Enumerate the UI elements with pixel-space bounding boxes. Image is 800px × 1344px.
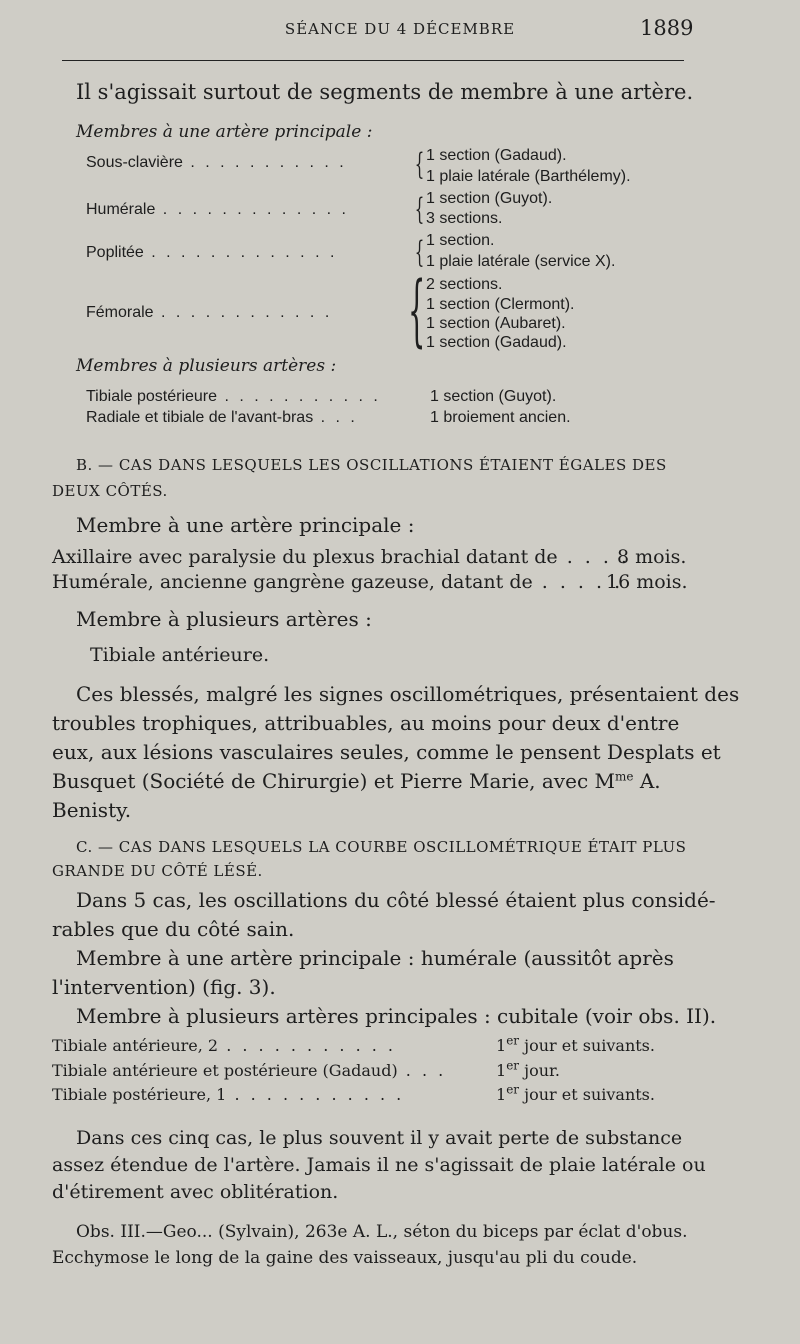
paragraph-line: l'intervention) (fig. 3). bbox=[52, 975, 276, 999]
row-value: 1 section (Clermont). bbox=[426, 296, 575, 313]
header-rule bbox=[62, 60, 684, 61]
paragraph-line: assez étendue de l'artère. Jamais il ne s'agissait de plaie latérale ou bbox=[52, 1154, 706, 1176]
list-item: Tibiale antérieure. bbox=[90, 644, 270, 666]
lead-sentence: Il s'agissait surtout de segments de membre à une artère. bbox=[76, 80, 694, 104]
paragraph-line: Benisty. bbox=[52, 798, 132, 822]
row-value: 1er jour et suivants. bbox=[496, 1033, 655, 1055]
paragraph-line: Busquet (Société de Chirurgie) et Pierre Marie, avec $M^{me}$ A. bbox=[52, 769, 661, 793]
row-name: Humérale . . . . . . . . . . . . . bbox=[86, 201, 349, 218]
row-value: 1 plaie latérale (service X). bbox=[426, 253, 616, 270]
paragraph-line: Membre à plusieurs artères principales : cubitale (voir obs. II). bbox=[76, 1004, 717, 1028]
row-value: 1 section (Gadaud). bbox=[426, 147, 567, 164]
row-value: 1 section (Gadaud). bbox=[426, 334, 567, 351]
closing-paragraph bbox=[52, 1125, 706, 1206]
brace-icon: { bbox=[414, 147, 425, 182]
row-name: Radiale et tibiale de l'avant-bras . . . bbox=[86, 409, 358, 426]
brace-icon: { bbox=[408, 266, 426, 356]
row-value: 1er jour. bbox=[496, 1058, 560, 1080]
paragraph-line: Dans ces cinq cas, le plus souvent il y avait perte de substance bbox=[76, 1127, 683, 1149]
row-name: Sous-clavière . . . . . . . . . . . bbox=[86, 154, 347, 171]
observation-line: Ecchymose le long de la gaine des vaisseaux, jusqu'au pli du coude. bbox=[52, 1248, 638, 1268]
row-name: Humérale, ancienne gangrène gazeuse, datant de . . . . . bbox=[52, 571, 624, 593]
paragraph-line: d'étirement avec oblitération. bbox=[52, 1181, 339, 1203]
paragraph-line: Dans 5 cas, les oscillations du côté blessé étaient plus considé- bbox=[76, 888, 716, 912]
row-name: Fémorale . . . . . . . . . . . . bbox=[86, 304, 333, 321]
row-value: 1 section. bbox=[426, 232, 495, 249]
paragraph-line: eux, aux lésions vasculaires seules, comme le pensent Desplats et bbox=[52, 740, 721, 764]
paragraph-line: Membre à une artère principale : humérale (aussitôt après bbox=[76, 946, 674, 970]
section-b-heading-cont: DEUX CÔTÉS. bbox=[52, 482, 168, 500]
paragraph-line: troubles trophiques, attribuables, au moins pour deux d'entre bbox=[52, 711, 680, 735]
paragraph-line: Ces blessés, malgré les signes oscillométriques, présentaient des bbox=[76, 682, 740, 706]
row-value: 16 mois. bbox=[606, 571, 688, 593]
row-value: 1 section (Aubaret). bbox=[426, 315, 566, 332]
section-c-paragraph bbox=[52, 886, 717, 1031]
section-b-paragraph bbox=[52, 680, 740, 825]
paragraph-line: rables que du côté sain. bbox=[52, 917, 295, 941]
page-number: 1889 bbox=[640, 16, 694, 40]
section-b-heading: B. — CAS DANS LESQUELS LES OSCILLATIONS ÉTAIENT ÉGALES DES bbox=[76, 456, 667, 474]
row-name: Tibiale postérieure, 1 . . . . . . . . . . . bbox=[52, 1085, 405, 1104]
subtitle-multi-artery: Membre à plusieurs artères : bbox=[76, 607, 372, 631]
subtitle-one-artery: Membres à une artère principale : bbox=[76, 122, 373, 142]
row-value: 1 plaie latérale (Barthélemy). bbox=[426, 168, 631, 185]
section-c-heading-cont: GRANDE DU CÔTÉ LÉSÉ. bbox=[52, 862, 263, 880]
row-value: 2 sections. bbox=[426, 276, 503, 293]
row-value: 8 mois. bbox=[617, 546, 687, 568]
row-value: 1 section (Guyot). bbox=[426, 190, 553, 207]
row-name: Tibiale antérieure et postérieure (Gadaud) . . . bbox=[52, 1061, 447, 1080]
subtitle-one-artery: Membre à une artère principale : bbox=[76, 513, 415, 537]
row-name: Tibiale postérieure . . . . . . . . . . . bbox=[86, 388, 381, 405]
subtitle-multi-artery: Membres à plusieurs artères : bbox=[76, 356, 337, 376]
observation-line: Obs. III.—Geo... (Sylvain), 263e A. L., séton du biceps par éclat d'obus. bbox=[76, 1222, 688, 1242]
running-header: SÉANCE DU 4 DÉCEMBRE bbox=[284, 20, 516, 38]
section-c-heading: C. — CAS DANS LESQUELS LA COURBE OSCILLOMÉTRIQUE ÉTAIT PLUS bbox=[76, 838, 687, 856]
brace-icon: { bbox=[414, 192, 425, 227]
row-name: Poplitée . . . . . . . . . . . . . bbox=[86, 244, 338, 261]
row-value: 1er jour et suivants. bbox=[496, 1082, 655, 1104]
row-value: 1 broiement ancien. bbox=[430, 409, 571, 426]
row-name: Tibiale antérieure, 2 . . . . . . . . . . . bbox=[52, 1036, 396, 1055]
row-name: Axillaire avec paralysie du plexus brachial datant de . . . . bbox=[52, 546, 630, 568]
row-value: 3 sections. bbox=[426, 210, 503, 227]
row-value: 1 section (Guyot). bbox=[430, 388, 557, 405]
brace-icon: { bbox=[414, 235, 425, 270]
